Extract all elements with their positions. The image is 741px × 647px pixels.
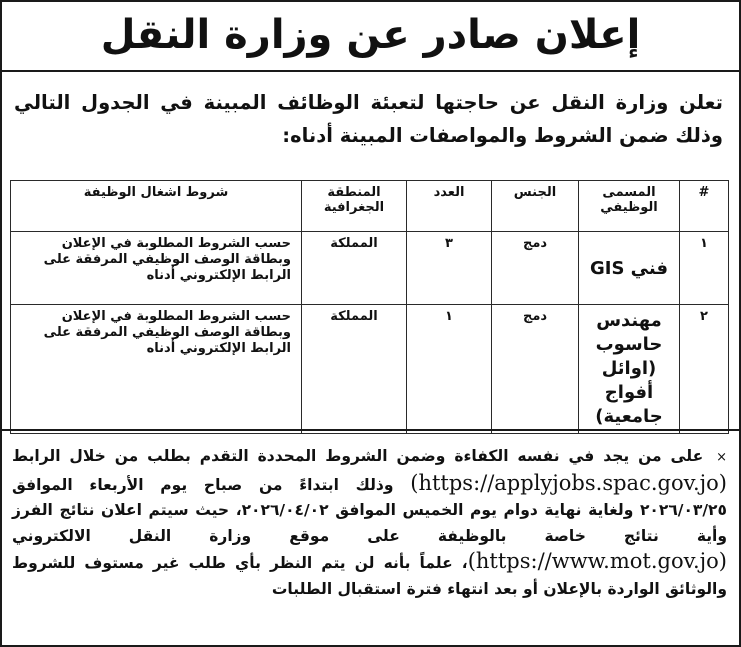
row-index: ٢ (680, 305, 729, 434)
header-conditions: شروط اشغال الوظيفة (11, 181, 302, 232)
row-conditions: حسب الشروط المطلوبة في الإعلان وبطاقة الوصف الوظيفي المرفقة على الرابط الإلكتروني أدناه (11, 305, 302, 434)
title-divider (2, 70, 739, 72)
row-conditions: حسب الشروط المطلوبة في الإعلان وبطاقة الوصف الوظيفي المرفقة على الرابط الإلكتروني أدناه (11, 232, 302, 305)
bullet-marker: × (716, 450, 727, 465)
section-divider (2, 429, 739, 431)
notice-text-3: ، علماً بأنه لن يتم النظر بأي طلب غير مستوف للشروط والوثائق الواردة بالإعلان أو بعد انتهاء فترة استقبال الطلبات (12, 554, 727, 598)
row-index: ١ (680, 232, 729, 305)
notice-paragraph (12, 444, 727, 602)
header-index: # (680, 181, 729, 232)
job-title-text: فني GIS (589, 258, 669, 279)
table-header-row (11, 181, 729, 232)
header-job-title: المسمى الوظيفي (579, 181, 680, 232)
jobs-table (10, 180, 729, 434)
apply-link[interactable]: (https://applyjobs.spac.gov.jo) (410, 470, 727, 495)
table-row (11, 305, 729, 434)
notice-text-2: وذلك ابتداءً من صباح يوم الأربعاء الموافق ٢٠٢٦/٠٣/٢٥ ولغاية نهاية دوام يوم الخميس الموافق ٢٠٢٦/٠٤/٠٢، حيث سيتم اعلان نتائج الفرز وأية نتائج خاصة بالوظيفة على موقع وزارة النقل الالكتروني (12, 475, 727, 545)
row-gender: دمج (492, 232, 579, 305)
ministry-website-link[interactable]: (https://www.mot.gov.jo) (467, 549, 727, 573)
row-region: المملكة (302, 232, 407, 305)
intro-paragraph: تعلن وزارة النقل عن حاجتها لتعبئة الوظائف المبينة في الجدول التالي وذلك ضمن الشروط والمواصفات المبينة أدناه: (14, 91, 723, 147)
row-count: ٣ (407, 232, 492, 305)
row-gender: دمج (492, 305, 579, 434)
header-region: المنطقة الجغرافية (302, 181, 407, 232)
table-row (11, 232, 729, 305)
row-job-title (579, 232, 680, 305)
row-count: ١ (407, 305, 492, 434)
row-job-title: مهندس حاسوب (اوائل أفواج جامعية) (579, 305, 680, 434)
row-region: المملكة (302, 305, 407, 434)
header-count: العدد (407, 181, 492, 232)
notice-text-1: على من يجد في نفسه الكفاءة وضمن الشروط المحددة التقدم بطلب من خلال الرابط (12, 447, 704, 465)
header-gender: الجنس (492, 181, 579, 232)
page-title: إعلان صادر عن وزارة النقل (100, 12, 641, 58)
